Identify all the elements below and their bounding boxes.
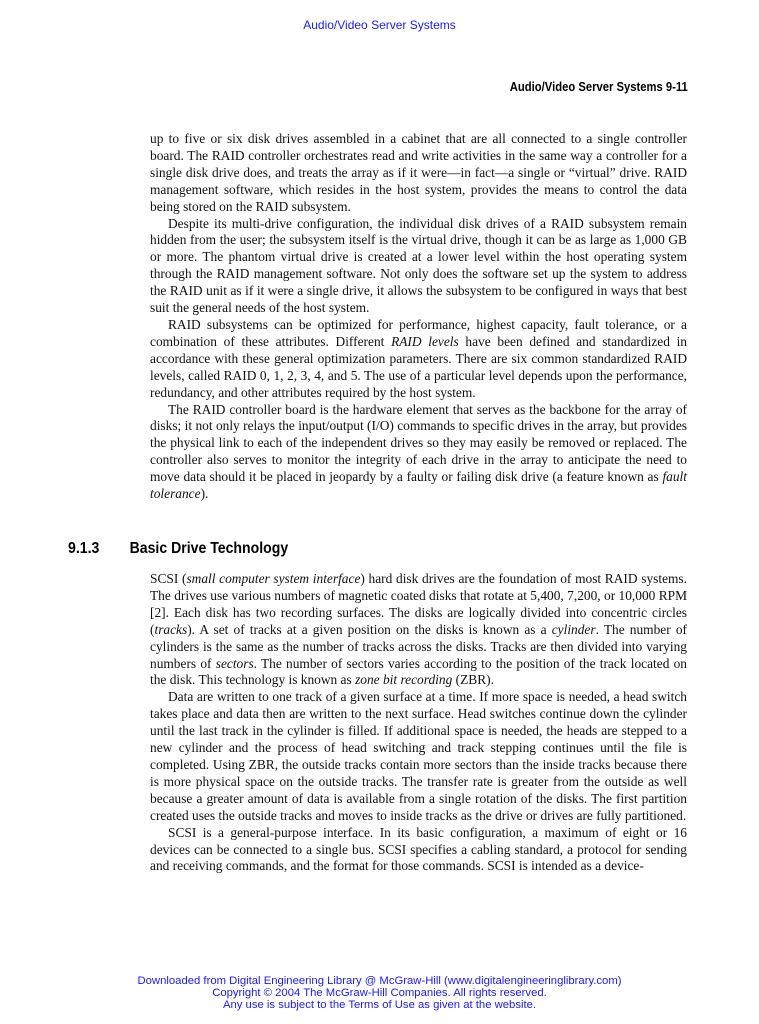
running-header: Audio/Video Server Systems 9-11 <box>509 80 688 94</box>
section-title: Basic Drive Technology <box>129 540 289 557</box>
paragraph: Data are written to one track of a given surface at a time. If more space is needed, a head switch takes place and data then are written to the next surface. Head switches continue down the cylinder until the last track in the cylinder is filled. If additional space is needed, the heads are stepped to a new cylinder and the process of head switching and track stepping continues until the file is completed. Using ZBR, the outside tracks contain more sectors than the inside tracks because there is more physical space on the outside tracks. The transfer rate is greater from the outside as well because a greater amount of data is available from a single rotation of the disks. The first partition created uses the outside tracks and moves to inside tracks as the drive or drives are fully partitioned. <box>150 689 687 823</box>
term-raid-levels: RAID levels <box>391 333 459 349</box>
footer-terms-link[interactable]: Any use is subject to the Terms of Use as given at the website. <box>222 998 537 1011</box>
section-number: 9.1.3 <box>68 540 100 557</box>
paragraph: up to five or six disk drives assembled in a cabinet that are all connected to a single controller board. The RAID controller orchestrates read and write activities in the same way a controller for a single disk drive does, and treats the array as if it were—in fact—a single or “virtual” drive. RAID management software, which resides in the host system, provides the means to control the data being stored on the RAID subsystem. <box>150 131 687 214</box>
top-link[interactable]: Audio/Video Server Systems <box>303 18 456 32</box>
footer[interactable] <box>0 976 759 1011</box>
footer-copyright[interactable]: Copyright © 2004 The McGraw-Hill Companies. All rights reserved. <box>212 986 547 999</box>
body-text-block-1 <box>150 131 687 503</box>
paragraph: The RAID controller board is the hardware element that serves as the backbone for the array of disks; it not only relays the input/output (I/O) commands to specific drives in the array, but provides the physical link to each of the independent drives so they may easily be removed or replaced. The controller also serves to monitor the integrity of each drive in the array to anticipate the need to move data should it be placed in jeopardy by a faulty or failing disk drive (a feature known as fault tolerance). <box>150 401 687 502</box>
footer-download-link[interactable]: Downloaded from Digital Engineering Library @ McGraw-Hill (www.digitalengineeringlibrary.com) <box>137 975 622 987</box>
paragraph: SCSI (small computer system interface) hard disk drives are the foundation of most RAID systems. The drives use various numbers of magnetic coated disks that rotate at 5,400, 7,200, or 10,000 RPM [2]. Each disk has two recording surfaces. The disks are logically divided into concentric circles (tracks). A set of tracks at a given position on the disks is known as a cylinder. The number of cylinders is the same as the number of tracks across the disks. Tracks are then divided into varying numbers of sectors. The number of sectors varies according to the position of the track located on the disk. This technology is known as zone bit recording (ZBR). <box>150 571 688 688</box>
paragraph: SCSI is a general-purpose interface. In its basic configuration, a maximum of eight or 16 devices can be connected to a single bus. SCSI specifies a cabling standard, a protocol for sending and receiving commands, and the format for those commands. SCSI is intended as a device- <box>150 824 687 874</box>
section-heading <box>68 540 288 558</box>
term-sectors: sectors <box>215 655 254 671</box>
term-tracks: tracks <box>154 621 188 637</box>
term-cylinder: cylinder <box>551 621 596 637</box>
paragraph: RAID subsystems can be optimized for performance, highest capacity, fault tolerance, or a combination of these attributes. Different RAID levels have been defined and standardized in accordance with these general optimization parameters. There are six common standardized RAID levels, called RAID 0, 1, 2, 3, 4, and 5. The use of a particular level depends upon the performance, redundancy, and other attributes required by the host system. <box>150 316 687 400</box>
body-text-block-2 <box>150 571 687 875</box>
term-scsi: small computer system interface <box>186 571 361 586</box>
paragraph: Despite its multi-drive configuration, the individual disk drives of a RAID subsystem remain hidden from the user; the subsystem itself is the virtual drive, though it can be as large as 1,000 GB or more. The phantom virtual drive is created at a lower level within the host operating system through the RAID management software. Not only does the software set up the system to address the RAID unit as if it were a single drive, it allows the subsystem to be configured in ways that best suit the general needs of the host system. <box>150 215 687 316</box>
term-zbr: zone bit recording <box>355 672 453 688</box>
term-fault-tolerance: fault tolerance <box>150 469 687 502</box>
